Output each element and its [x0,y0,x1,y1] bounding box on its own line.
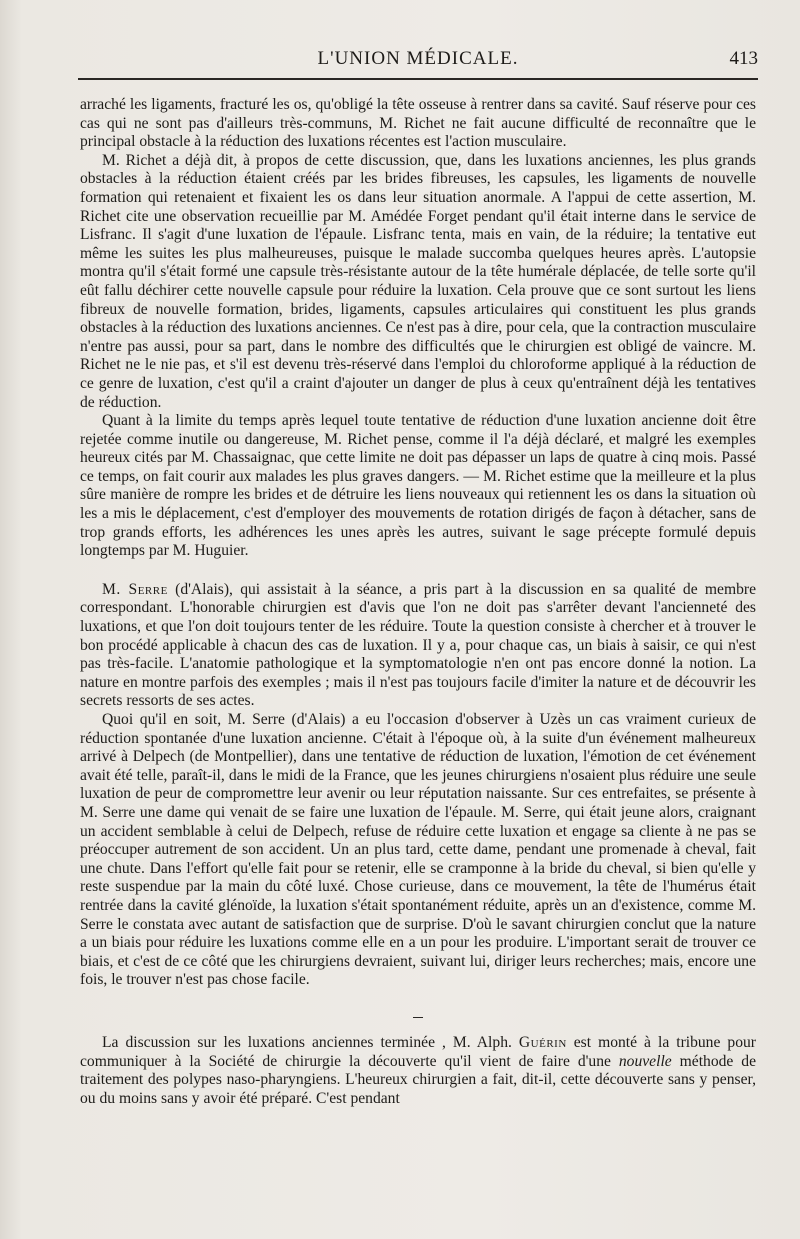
guerin-lead: La discussion sur les luxations anciennes terminée , M. Alph. [102,1033,519,1051]
page-header [78,44,758,84]
section-gap [80,561,756,581]
paragraph-continuation: arraché les ligaments, fracturé les os, qu'obligé la tête osseuse à rentrer dans sa cavité. Sauf réserve pour ces cas qui ne sont pas d'ailleurs très-communs, M. Richet ne fait aucune difficulté de reconnaître que le principal obstacle à la réduction des luxations récentes est l'action musculaire. [80,96,756,151]
emphasis-nouvelle: nouvelle [618,1052,672,1070]
running-title: L'UNION MÉDICALE. [317,48,519,69]
serre-intro-text: (d'Alais), qui assistait à la séance, a pris part à la discussion en sa qualité de membre correspondant. L'honorable chirurgien est d'avis que l'on ne doit pas s'arrêter devant l'ancienneté des luxations, et que l'on doit toujours tenter de les réduire. Toute la question consiste à chercher et à trouver le bon procédé applicable à chacun des cas de luxation. Il y a, pour chaque cas, un biais à saisir, ce qui n'est pas très-facile. L'anatomie pathologique et la symptomatologie n'en ont pas encore donné la notion. La nature en montre parfois des exemples ; mais il n'est pas toujours facile d'imiter la nature et de découvrir les secrets ressorts de ses actes. [80,580,757,710]
speaker-name-guerin: Guérin [518,1033,567,1051]
section-gap [80,990,756,1017]
guerin-mid: est monté à la tribune pour communiquer à la Société de chirurgie la découverte qu'il vient de faire d'une [80,1033,756,1070]
paragraph-richet-anciennes: M. Richet a déjà dit, à propos de cette discussion, que, dans les luxations anciennes, les plus grands obstacles à la réduction étaient créés par les brides fibreuses, les capsules, les ligaments de nouvelle formation qui retenaient et fixaient les os dans leur situation anormale. A l'appui de cette assertion, M. Richet cite une observation recueillie par M. Amédée Forget pendant qu'il était interne dans le service de Lisfranc. Il s'agit d'une luxation de l'épaule. Lisfranc tenta, mais en vain, de la réduire; la tentative eut même les suites les plus malheureuses, puisque le malade succomba quelques heures après. L'autopsie montra qu'il s'était formé une capsule très-résistante autour de la tête humérale déplacée, de telle sorte qu'il eût fallu déchirer cette nouvelle capsule pour réduire la luxation. Cela prouve que ce sont surtout les liens fibreux de nouvelle formation, brides, ligaments, capsules articulaires qui constituent les plus grands obstacles à la réduction des luxations anciennes. Ce n'est pas à dire, pour cela, que la contraction musculaire n'entre pas aussi, pour sa part, dans le nombre des difficultés que le chirurgien est obligé de vaincre. M. Richet ne le nie pas, et s'il est devenu très-réservé dans l'emploi du chloroforme appliqué à la réduction de ce genre de luxation, c'est qu'il a craint d'ajouter un danger de plus à ceux qu'entraînent déjà les tentatives de réduction. [80,151,756,411]
page-number: 413 [729,48,758,69]
header-rule [78,78,758,80]
paragraph-richet-limite: Quant à la limite du temps après lequel toute tentative de réduction d'une luxation ancienne doit être rejetée comme inutile ou dangereuse, M. Richet pense, comme il l'a déjà déclaré, et malgré les exemples heureux cités par M. Chassaignac, que cette limite ne doit pas dépasser un laps de quatre à cinq mois. Passé ce temps, on fait courir aux malades les plus graves dangers. — M. Richet estime que la meilleure et la plus sûre manière de rompre les brides et de détruire les liens nouveaux qui retiennent les os dans la situation où les a mis le déplacement, c'est d'employer des mouvements de rotation dirigés de façon à détacher, sans de trop grands efforts, les adhérences les unes après les autres, suivant le sage précepte formulé depuis longtemps par M. Huguier. [80,412,756,560]
article-body [80,96,756,1108]
section-divider [413,1017,423,1018]
paragraph-guerin [80,1034,756,1108]
guerin-tail: méthode de traitement des polypes naso-pharyngiens. L'heureux chirurgien a fait, dit-il, cette découverte sans y penser, ou du moins sans y avoir été préparé. C'est pendant [80,1052,756,1107]
paragraph-serre-story: Quoi qu'il en soit, M. Serre (d'Alais) a eu l'occasion d'observer à Uzès un cas vraiment curieux de réduction spontanée d'une luxation ancienne. C'était à l'époque où, à la suite d'un événement malheureux arrivé à Delpech (de Montpellier), dans une tentative de réduction de luxation, l'émotion de cet événement avait été telle, paraît-il, dans le midi de la France, que les jeunes chirurgiens n'osaient plus réduire une seule luxation de peur de compromettre leur avenir ou leur réputation naissante. Sur ces entrefaites, se présente à M. Serre une dame qui venait de se faire une luxation de l'épaule. M. Serre, qui était jeune alors, craignant un accident semblable à celui de Delpech, refuse de réduire cette luxation et engage sa cliente à ne pas se préoccuper autrement de son accident. Un an plus tard, cette dame, pendant une promenade à cheval, fait une chute. Dans l'effort qu'elle fait pour se retenir, elle se cramponne à la bride du cheval, si bien qu'elle y reste suspendue par la main du côté luxé. Chose curieuse, dans ce mouvement, la tête de l'humérus était rentrée dans la cavité glénoïde, la luxation s'était spontanément réduite, après un an d'existence, comme M. Serre le constata avec autant de satisfaction que de surprise. D'où le savant chirurgien conclut que la nature a un biais pour réduire les luxations comme elle en a un pour les produire. L'important serait de trouver ce biais, et c'est de ce côté que les chirurgiens devraient, suivant lui, diriger leurs recherches; mais, encore une fois, le trouver n'est pas chose facile. [80,711,756,989]
speaker-name-serre: M. Serre [102,580,168,598]
paragraph-serre-intro [80,581,756,711]
